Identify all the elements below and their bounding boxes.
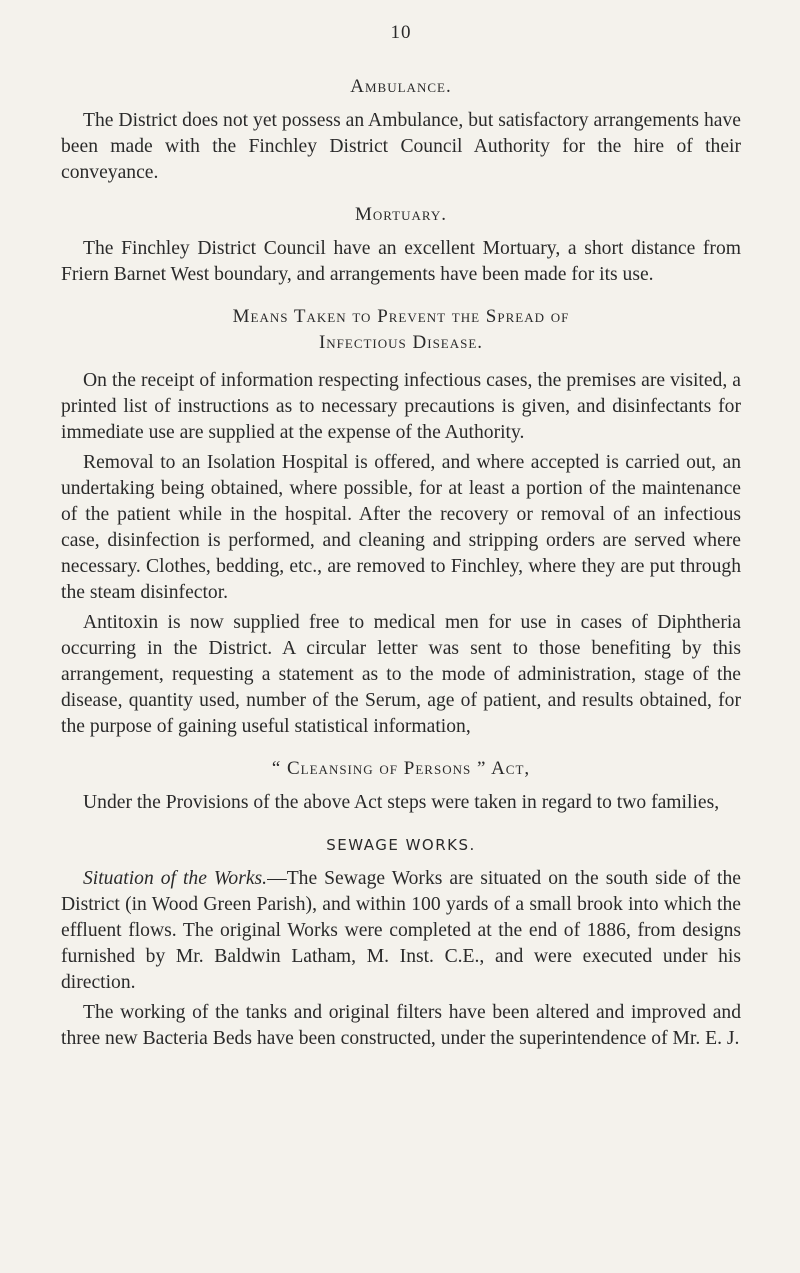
- paragraph-receipt: On the receipt of information respecting infectious cases, the premises are visited, a printed list of instructions as to necessary precautions is given, and disinfectants for immediate use are supplied at the expense of the Authority.: [61, 370, 741, 443]
- document-page: [61, 22, 741, 1052]
- situation-text: —The Sewage Works are situated on the south side of the District (in Wood Green Parish), and within 100 yards of a small brook into which the effluent flows. The original Works were completed at the end of 1886, from designs furnished by Mr. Baldwin Latham, M. Inst. C.E., and were executed under his direction.: [61, 868, 741, 993]
- heading-ambulance: Ambulance.: [350, 76, 452, 97]
- paragraph-removal: Removal to an Isolation Hospital is offered, and where accepted is carried out, an undertaking being obtained, where possible, for at least a portion of the maintenance of the patient while in the hospital. After the recovery or removal of an infectious case, disinfection is performed, and cleaning and stripping orders are served where necessary. Clothes, bedding, etc., are removed to Finchley, where they are put through the steam disinfector.: [61, 452, 741, 603]
- situation-lead: Situation of the Works.: [83, 868, 268, 889]
- paragraph-antitoxin: Antitoxin is now supplied free to medical men for use in cases of Diphtheria occurring in the District. A circular letter was sent to those benefiting by this arrangement, requesting a statement as to the mode of administration, stage of the disease, quantity used, number of the Serum, age of patient, and results obtained, for the purpose of gaining useful statistical information,: [61, 612, 741, 737]
- page-number: 10: [390, 22, 412, 43]
- heading-cleansing-act: “ Cleansing of Persons ” Act,: [271, 758, 531, 779]
- paragraph-mortuary: The Finchley District Council have an excellent Mortuary, a short distance from Friern Barnet West boundary, and arrangements have been made for its use.: [61, 238, 741, 285]
- paragraph-situation: [61, 866, 741, 996]
- paragraph-cleansing: Under the Provisions of the above Act steps were taken in regard to two families,: [83, 792, 720, 813]
- heading-sewage-works: SEWAGE WORKS.: [326, 836, 476, 854]
- heading-means-line2: Infectious Disease.: [318, 332, 484, 353]
- paragraph-working-tanks: The working of the tanks and original filters have been altered and improved and three new Bacteria Beds have been constructed, under the superintendence of Mr. E. J.: [61, 1002, 741, 1049]
- heading-mortuary: Mortuary.: [355, 204, 447, 225]
- heading-means-line1: Means Taken to Prevent the Spread of: [232, 306, 570, 327]
- paragraph-ambulance: The District does not yet possess an Ambulance, but satisfactory arrangements have been made with the Finchley District Council Authority for the hire of their conveyance.: [61, 110, 741, 183]
